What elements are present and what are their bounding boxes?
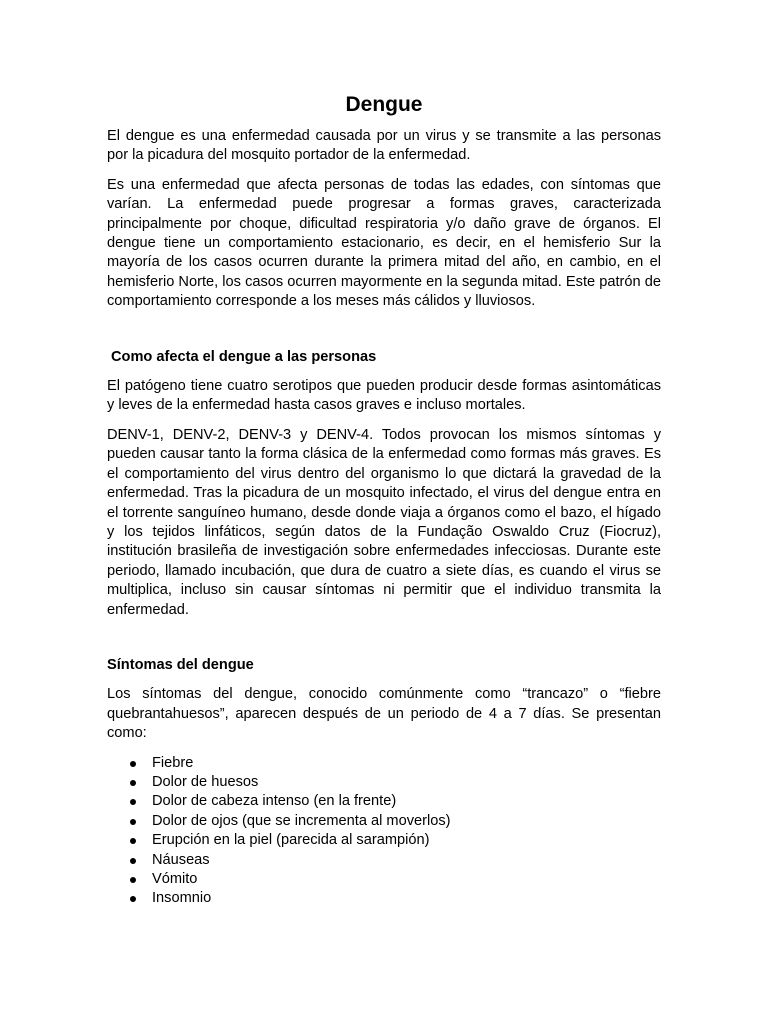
intro-paragraph-1: El dengue es una enfermedad causada por un virus y se transmite a las personas por la picadura del mosquito portador de la enfermedad.: [107, 128, 661, 164]
list-item: [152, 870, 661, 889]
symptom-text: Dolor de ojos (que se incrementa al moverlos): [152, 812, 451, 829]
bullet-icon: [130, 780, 136, 786]
list-item: [152, 754, 661, 773]
section1-paragraph-1: El patógeno tiene cuatro serotipos que pueden producir desde formas asintomáticas y leves de la enfermedad hasta casos graves e incluso mortales.: [107, 378, 661, 414]
symptom-text: Dolor de huesos: [152, 773, 259, 790]
bullet-icon: [130, 877, 136, 883]
section-spacer: [107, 630, 661, 656]
list-item: [152, 831, 661, 850]
bullet-icon: [130, 819, 136, 825]
symptom-text: Vómito: [152, 871, 198, 887]
symptom-text: Insomnio: [152, 890, 212, 907]
list-item: [152, 851, 661, 870]
bullet-icon: [130, 896, 136, 902]
section-heading-symptoms: Síntomas del dengue: [107, 656, 254, 673]
symptom-text: Dolor de cabeza intenso (en la frente): [152, 793, 397, 810]
section-heading-effects: Como afecta el dengue a las personas: [111, 348, 377, 365]
symptom-text: Náuseas: [152, 851, 210, 868]
section1-paragraph-2: DENV-1, DENV-2, DENV-3 y DENV-4. Todos provocan los mismos síntomas y pueden causar tanto la forma clásica de la enfermedad como formas más graves. Es el comportamiento del virus dentro del organismo lo que dictará la gravedad de la enfermedad. Tras la picadura de un mosquito infectado, el virus del dengue entra en el torrente sanguíneo humano, desde donde viaja a órganos como el bazo, el hígado y los tejidos linfáticos, según datos de la Fundação Oswaldo Cruz (Fiocruz), institución brasileña de investigación sobre enfermedades infecciosas. Durante este periodo, llamado incubación, que dura de cuatro a siete días, es cuando el virus se multiplica, incluso sin causar síntomas ni permitir que el individuo transmita la enfermedad.: [107, 426, 661, 618]
list-item: [152, 792, 661, 811]
bullet-icon: [130, 858, 136, 864]
bullet-icon: [130, 838, 136, 844]
bullet-icon: [130, 799, 136, 805]
section-spacer: [107, 322, 661, 348]
bullet-icon: [130, 761, 136, 767]
list-item: [152, 889, 661, 908]
symptom-text: Erupción en la piel (parecida al sarampión): [152, 832, 430, 849]
list-item: [152, 773, 661, 792]
intro-paragraph-2: Es una enfermedad que afecta personas de todas las edades, con síntomas que varían. La enfermedad puede progresar a formas graves, caracterizada principalmente por choque, dificultad respiratoria y/o daño grave de órganos. El dengue tiene un comportamiento estacionario, es decir, en el hemisferio Sur la mayoría de los casos ocurren durante la primera mitad del año, en cambio, en el hemisferio Norte, los casos ocurren mayormente en la segunda mitad. Este patrón de comportamiento corresponde a los meses más cálidos y lluviosos.: [107, 176, 661, 310]
list-item: [152, 812, 661, 831]
section2-paragraph: Los síntomas del dengue, conocido comúnmente como “trancazo” o “fiebre quebrantahuesos”, aparecen después de un periodo de 4 a 7 días. Se presentan como:: [107, 686, 661, 742]
symptoms-list: [107, 754, 661, 909]
symptom-text: Fiebre: [152, 754, 194, 771]
document-title: Dengue: [345, 93, 423, 116]
